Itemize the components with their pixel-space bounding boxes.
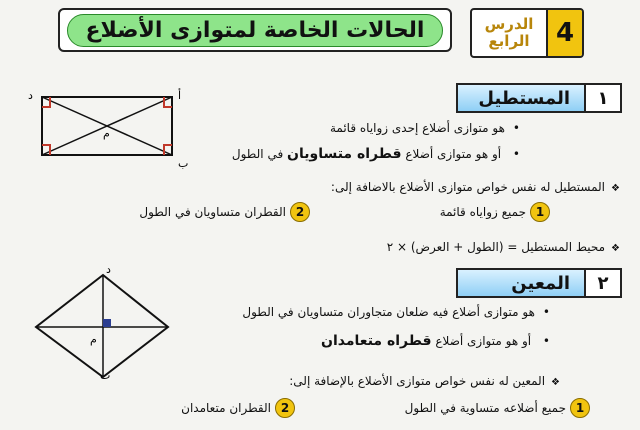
lesson-label [472, 16, 546, 50]
rect-prop-1: 1جميع زواياه قائمة [440, 202, 550, 222]
lesson-title: الحالات الخاصة لمتوازى الأضلاع [67, 14, 444, 47]
rhombus-label-d: د [106, 265, 111, 276]
section-title: المستطيل [458, 85, 584, 111]
lesson-word-1: الدرس [484, 15, 534, 33]
section-rectangle-header [456, 83, 622, 113]
rect-perimeter: ❖ محيط المستطيل = (الطول + العرض) × ٢ [387, 240, 620, 254]
rect-label-a: أ [178, 89, 182, 102]
rect-label-b: ب [178, 157, 189, 170]
rhombus-prop-2: 2القطران متعامدان [181, 398, 295, 418]
rect-definition-2: • أو هو متوازى أضلاع قطراه متساويان في الطول [232, 146, 520, 162]
lesson-number: 4 [546, 10, 582, 56]
rect-definition-1: • هو متوازى أضلاع إحدى زواياه قائمة [330, 121, 520, 135]
rect-prop-2: 2القطران متساويان في الطول [139, 202, 310, 222]
lesson-title-box [58, 8, 452, 52]
rectangle-figure [20, 85, 195, 175]
section-number: ٢ [584, 270, 620, 296]
rhombus-definition-2: • أو هو متوازى أضلاع قطراه متعامدان [321, 333, 550, 349]
rhombus-definition-1: • هو متوازى أضلاع فيه ضلعان متجاوران متساويان في الطول [242, 305, 550, 319]
lesson-word-2: الرابع [488, 32, 530, 50]
rhombus-label-b: ب [100, 369, 111, 380]
rhombus-prop-1: 1جميع أضلاعه متساوية في الطول [405, 398, 590, 418]
lesson-badge [470, 8, 584, 58]
rhombus-figure [28, 265, 178, 380]
rect-props-intro: ❖ المستطيل له نفس خواص متوازى الأضلاع بالاضافة إلى: [331, 180, 620, 194]
section-rhombus-header [456, 268, 622, 298]
rect-label-d: د [28, 89, 33, 102]
rhombus-props-intro: ❖ المعين له نفس خواص متوازى الأضلاع بالإضافة إلى: [289, 374, 560, 388]
rect-label-m: م [103, 127, 110, 140]
rhombus-label-m: م [90, 333, 97, 346]
section-number: ١ [584, 85, 620, 111]
section-title: المعين [458, 270, 584, 296]
